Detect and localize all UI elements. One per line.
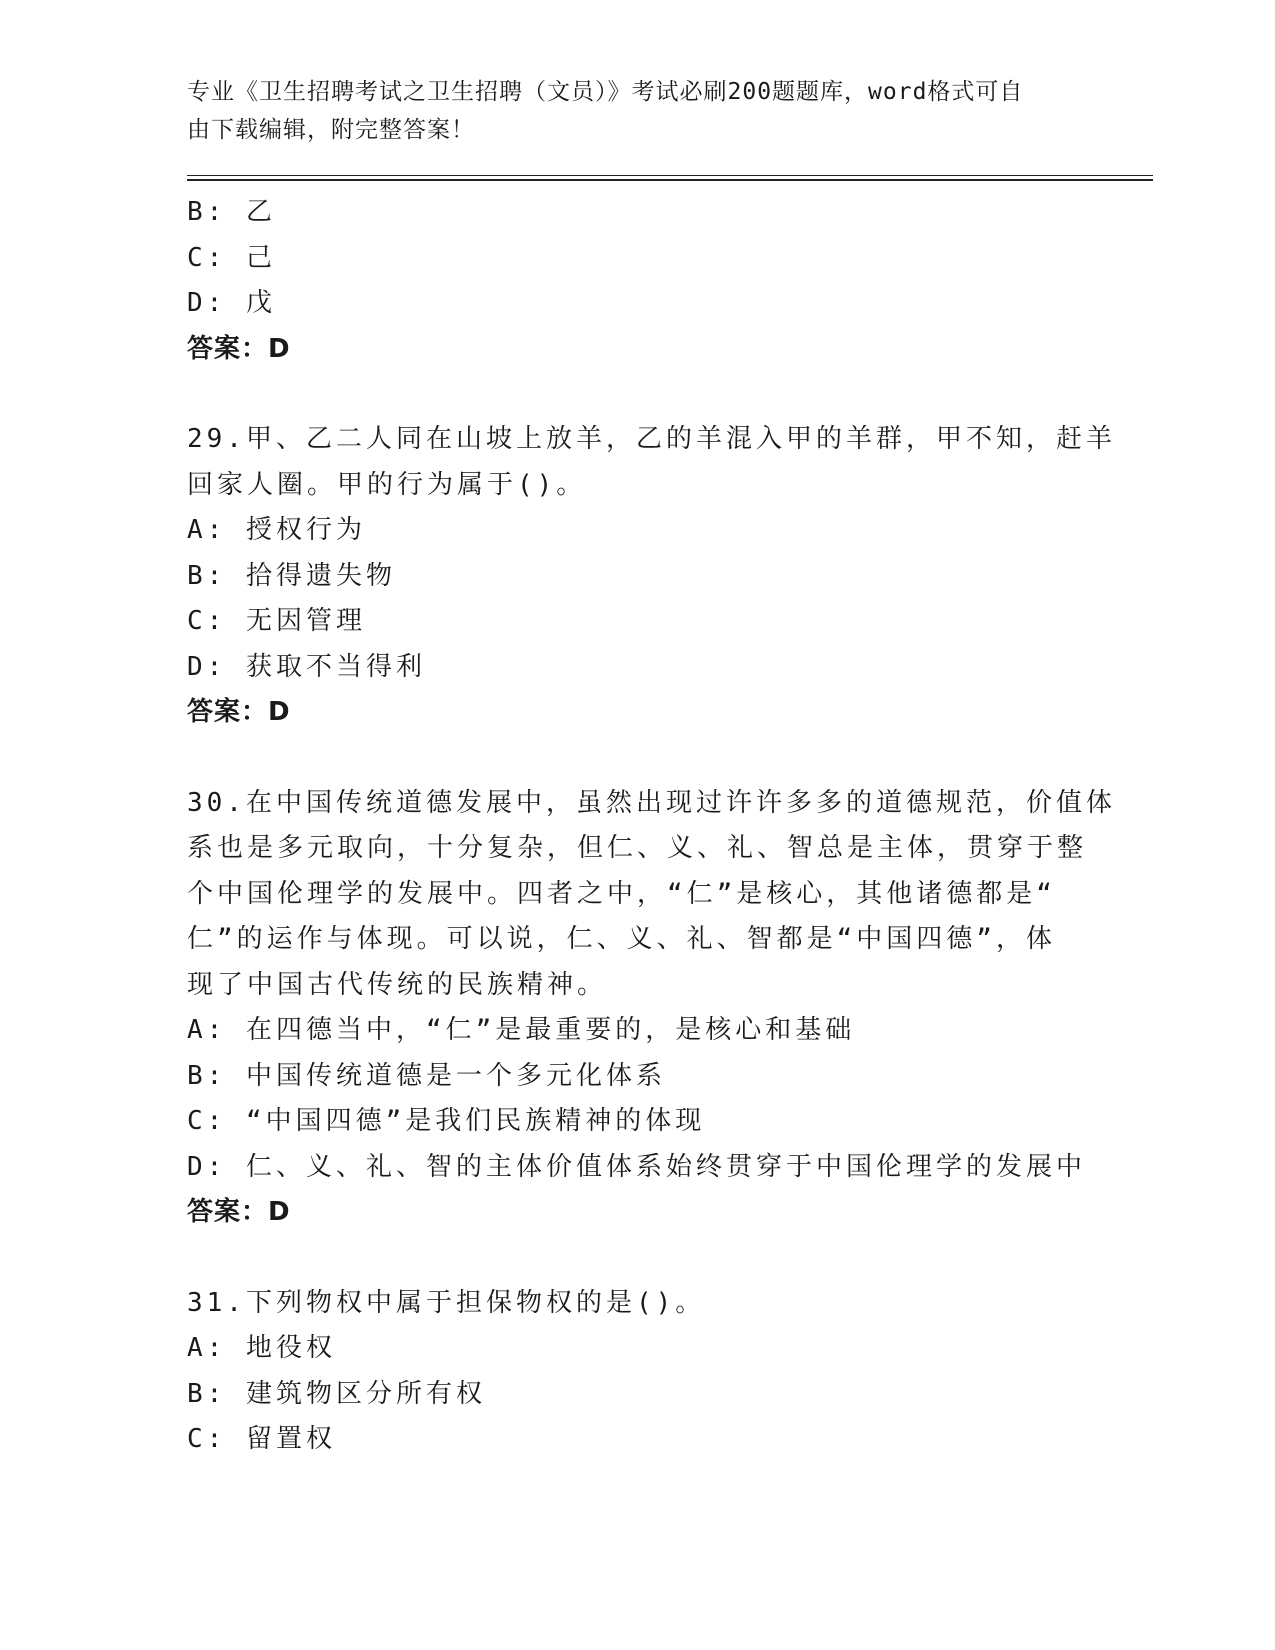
document-body [187,190,1116,1463]
option-b: B: 乙 [187,197,276,227]
question-29 [187,417,1116,736]
option-c: C: “中国四德”是我们民族精神的体现 [187,1106,706,1136]
question-31 [187,1281,1087,1463]
option-d: D: 获取不当得利 [187,651,426,682]
option-a: A: 授权行为 [187,515,366,545]
question-text-line: 回家人圈。甲的行为属于()。 [187,469,587,500]
option-b: B: 拾得遗失物 [187,560,396,591]
question-text-line: 29.甲、乙二人同在山坡上放羊，乙的羊混入甲的羊群，甲不知，赶羊 [187,424,1116,454]
document-header [187,73,1067,149]
answer: 答案：D [187,1197,291,1227]
prev-question [187,190,1087,372]
question-text-line: 个中国伦理学的发展中。四者之中，“仁”是核心，其他诸德都是“ [187,878,1056,909]
question-text-line: 仁”的运作与体现。可以说，仁、义、礼、智都是“中国四德”，体 [187,924,1056,954]
question-text-line: 30.在中国传统道德发展中，虽然出现过许许多多的道德规范，价值体 [187,787,1116,818]
option-d: D: 仁、义、礼、智的主体价值体系始终贯穿于中国伦理学的发展中 [187,1151,1086,1182]
answer: 答案：D [187,697,291,727]
option-b: B: 建筑物区分所有权 [187,1378,486,1409]
option-b: B: 中国传统道德是一个多元化体系 [187,1060,666,1091]
question-text-line: 系也是多元取向，十分复杂，但仁、义、礼、智总是主体，贯穿于整 [187,833,1088,863]
option-c: C: 己 [187,242,276,273]
header-rule-thick [187,179,1153,181]
option-c: C: 无因管理 [187,606,366,636]
option-c: C: 留置权 [187,1424,336,1454]
question-text-line: 31.下列物权中属于担保物权的是()。 [187,1287,706,1318]
header-line-2: 由下载编辑，附完整答案！ [187,117,475,143]
answer: 答案：D [187,333,291,364]
header-rule-thin [187,175,1153,176]
option-a: A: 在四德当中，“仁”是最重要的，是核心和基础 [187,1015,856,1045]
question-text-line: 现了中国古代传统的民族精神。 [187,969,608,1000]
option-a: A: 地役权 [187,1333,336,1363]
option-d: D: 戊 [187,288,276,318]
question-30 [187,781,1116,1236]
header-line-1: 专业《卫生招聘考试之卫生招聘（文员）》考试必刷200题题库，word格式可自 [187,79,1024,105]
